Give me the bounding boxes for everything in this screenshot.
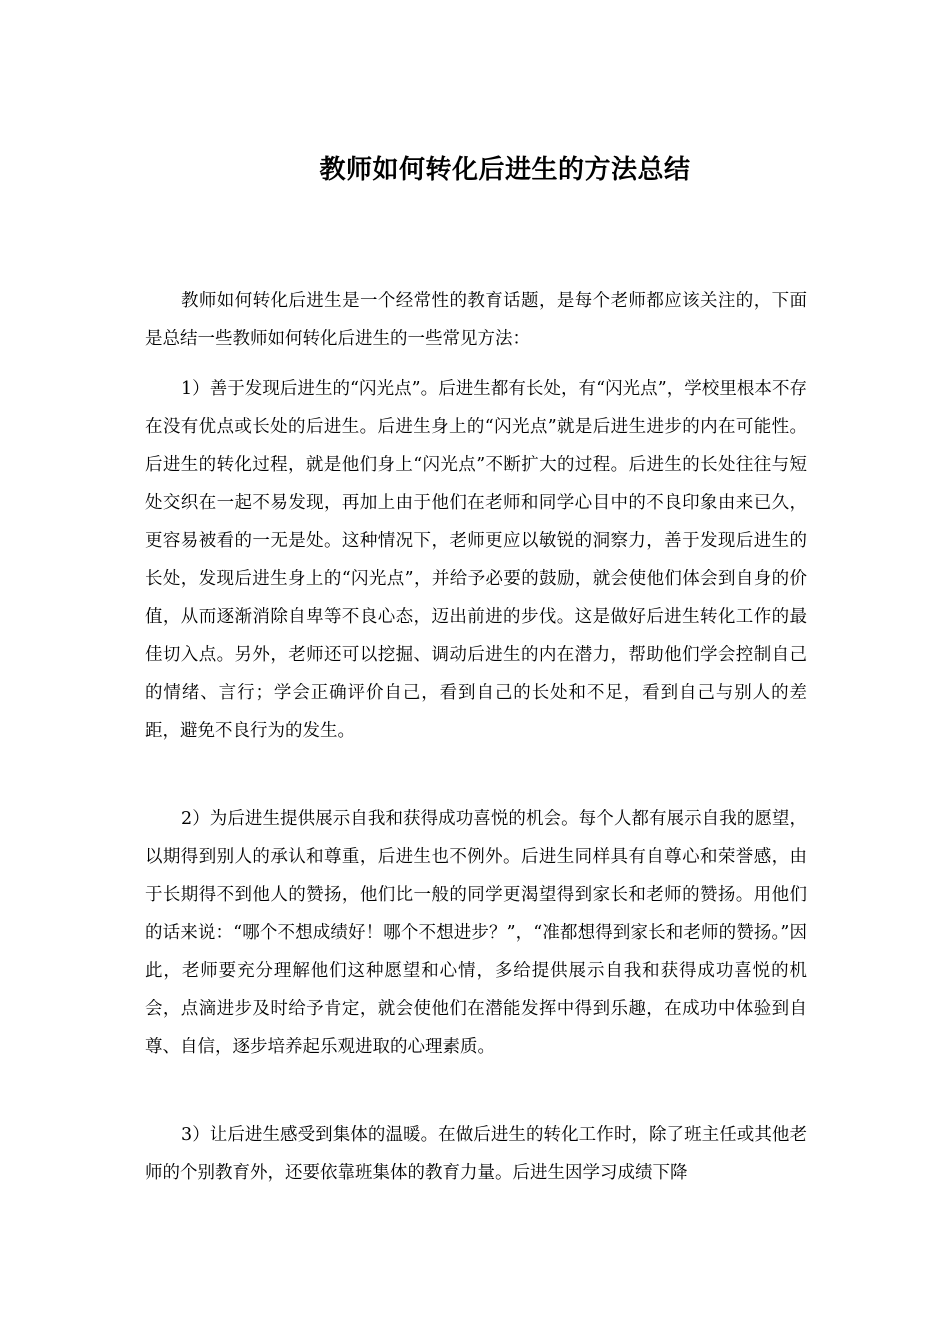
intro-paragraph: 教师如何转化后进生是一个经常性的教育话题，是每个老师都应该关注的，下面是总结一些教师如何转化后进生的一些常见方法： bbox=[145, 291, 807, 349]
method-3-paragraph: 3）让后进生感受到集体的温暖。在做后进生的转化工作时，除了班主任或其他老师的个别教育外，还要依靠班集体的教育力量。后进生因学习成绩下降 bbox=[145, 1125, 807, 1183]
document-title: 教师如何转化后进生的方法总结 bbox=[319, 155, 691, 185]
method-1-paragraph: 1）善于发现后进生的“闪光点”。后进生都有长处，有“闪光点”，学校里根本不存在没有优点或长处的后进生。后进生身上的“闪光点”就是后进生进步的内在可能性。后进生的转化过程，就是他们身上“闪光点”不断扩大的过程。后进生的长处往往与短处交织在一起不易发现，再加上由于他们在老师和同学心目中的不良印象由来已久，更容易被看的一无是处。这种情况下，老师更应以敏锐的洞察力，善于发现后进生的长处，发现后进生身上的“闪光点”，并给予必要的鼓励，就会使他们体会到自身的价值，从而逐渐消除自卑等不良心态，迈出前进的步伐。这是做好后进生转化工作的最佳切入点。另外，老师还可以挖掘、调动后进生的内在潜力，帮助他们学会控制自己的情绪、言行；学会正确评价自己，看到自己的长处和不足，看到自己与别人的差距，避免不良行为的发生。 bbox=[145, 379, 807, 741]
method-2-paragraph: 2）为后进生提供展示自我和获得成功喜悦的机会。每个人都有展示自我的愿望，以期得到别人的承认和尊重，后进生也不例外。后进生同样具有自尊心和荣誉感，由于长期得不到他人的赞扬，他们比一般的同学更渴望得到家长和老师的赞扬。用他们的话来说：“哪个不想成绩好！哪个不想进步？”，“准都想得到家长和老师的赞扬。”因此，老师要充分理解他们这种愿望和心情，多给提供展示自我和获得成功喜悦的机会，点滴进步及时给予肯定，就会使他们在潜能发挥中得到乐趣，在成功中体验到自尊、自信，逐步培养起乐观进取的心理素质。 bbox=[145, 809, 807, 1057]
